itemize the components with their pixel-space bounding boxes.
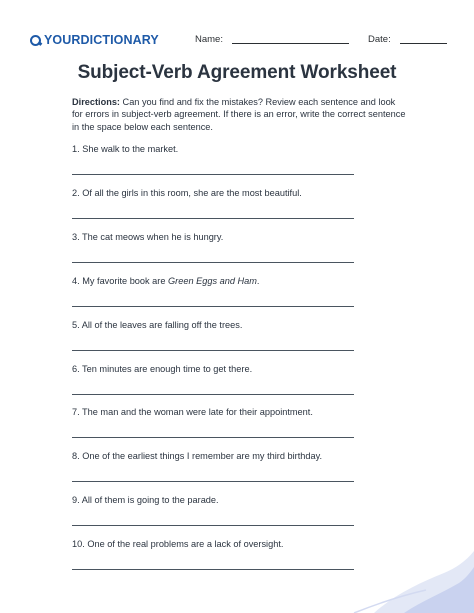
- answer-line-1[interactable]: [72, 174, 354, 175]
- answer-line-2[interactable]: [72, 218, 354, 219]
- brand-logo[interactable]: [30, 33, 159, 47]
- question-1: 1. She walk to the market.: [72, 144, 179, 154]
- answer-line-5[interactable]: [72, 350, 354, 351]
- question-5: 5. All of the leaves are falling off the trees.: [72, 320, 243, 330]
- answer-line-7[interactable]: [72, 437, 354, 438]
- question-3: 3. The cat meows when he is hungry.: [72, 232, 224, 242]
- answer-line-9[interactable]: [72, 525, 354, 526]
- question-8: 8. One of the earliest things I remember are my third birthday.: [72, 451, 323, 461]
- decorative-wave-shape: [334, 543, 474, 613]
- answer-line-4[interactable]: [72, 306, 354, 307]
- answer-line-3[interactable]: [72, 262, 354, 263]
- question-9: 9. All of them is going to the parade.: [72, 495, 219, 505]
- question-7: 7. The man and the woman were late for their appointment.: [72, 407, 313, 417]
- brand-wordmark: [44, 33, 159, 47]
- answer-line-8[interactable]: [72, 481, 354, 482]
- question-4-suffix: .: [256, 276, 260, 286]
- name-label: Name:: [195, 34, 223, 45]
- name-field[interactable]: [232, 43, 349, 44]
- directions: [72, 96, 407, 133]
- answer-line-10[interactable]: [72, 569, 354, 570]
- question-6: 6. Ten minutes are enough time to get there.: [72, 364, 253, 374]
- search-magnifier-icon: [30, 35, 41, 46]
- question-2: 2. Of all the girls in this room, she are the most beautiful.: [72, 188, 302, 198]
- date-label: Date:: [368, 34, 391, 45]
- question-4-text: 4. My favorite book are: [72, 276, 169, 286]
- answer-line-6[interactable]: [72, 394, 354, 395]
- date-field[interactable]: [400, 43, 447, 44]
- brand-dictionary: DICTIONARY: [80, 33, 159, 47]
- question-10: 10. One of the real problems are a lack of oversight.: [72, 539, 284, 549]
- page-title: Subject-Verb Agreement Worksheet: [77, 62, 397, 83]
- brand-your: YOUR: [44, 33, 81, 47]
- question-4: [72, 275, 259, 287]
- question-4-book-title: Green Eggs and Ham: [168, 276, 257, 286]
- directions-label: Directions:: [72, 97, 120, 107]
- directions-text: Can you find and fix the mistakes? Review each sentence and look for errors in subject-verb agreement. If there is an error, write the correct sentence in the space below each sentence.: [72, 97, 406, 132]
